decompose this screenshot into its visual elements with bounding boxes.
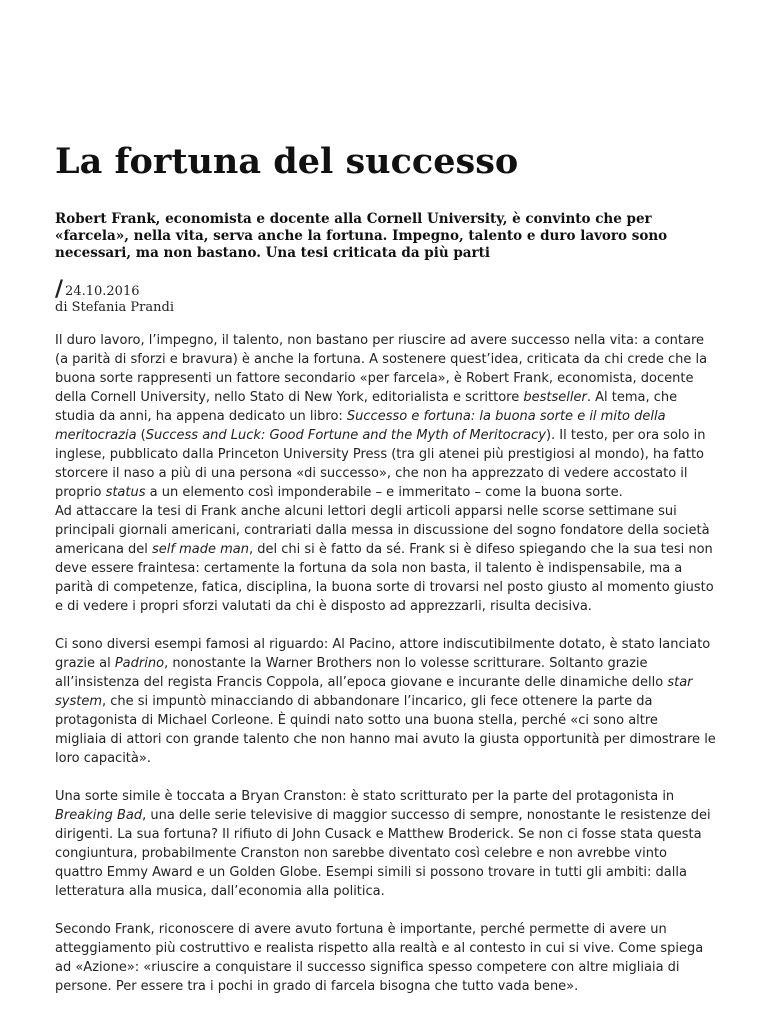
slash-separator: /	[55, 277, 64, 302]
italic-term: star	[667, 675, 693, 690]
text-run: , del chi si è fatto da sé. Frank si è difeso spiegando che la sua tesi non	[249, 542, 713, 557]
text-line: Il duro lavoro, l’impegno, il talento, non bastano per riuscire ad avere successo nella vita: a contare	[55, 333, 705, 348]
text-run: , che si impuntò minacciando di abbandonare l’incarico, gli fece ottenere la parte da	[102, 694, 653, 709]
text-line	[55, 673, 719, 692]
article-meta	[55, 277, 715, 316]
text-line	[55, 407, 719, 426]
text-run: all’insistenza del regista Francis Coppola, all’epoca giovane e incurante delle dinamiche dello	[55, 675, 668, 690]
text-line: persone. Per essere tra i pochi in grado di farcela bisogna che tutto vada bene».	[55, 979, 579, 994]
text-line: Ad attaccare la tesi di Frank anche alcuni lettori degli articoli apparsi nelle scorse settimane sui	[55, 504, 677, 519]
text-run: proprio	[55, 485, 106, 500]
paragraph-1	[55, 331, 719, 500]
text-run: studia da anni, ha appena dedicato un libro:	[55, 409, 347, 424]
text-line: dirigenti. La sua fortuna? Il rifiuto di John Cusack e Matthew Broderick. Se non ci fosse stata questa	[55, 827, 702, 842]
text-line	[55, 540, 719, 559]
text-line	[55, 654, 719, 673]
author-byline: di Stefania Prandi	[55, 300, 174, 315]
text-run: , nonostante la Warner Brothers non lo volesse scritturare. Soltanto grazie	[164, 656, 648, 671]
book-title-english: Success and Luck: Good Fortune and the Myth of Meritocracy	[145, 428, 546, 443]
text-line: quattro Emmy Award e un Golden Globe. Esempi simili si possono trovare in tutti gli ambiti: dalla	[55, 865, 687, 880]
text-line: deve essere fraintesa: certamente la fortuna da sola non basta, il talento è indispensabile, ma a	[55, 561, 683, 576]
text-line: Secondo Frank, riconoscere di avere avuto fortuna è importante, perché permette di avere un	[55, 922, 667, 937]
text-line: ad «Azione»: «riuscire a conquistare il successo significa spesso competere con altre migliaia di	[55, 960, 680, 975]
film-title: Padrino	[114, 656, 165, 671]
text-run: . Al tema, che	[586, 390, 678, 405]
text-run: grazie al	[55, 656, 115, 671]
series-title: Breaking Bad	[55, 808, 143, 823]
text-line: principali giornali americani, contrariati dalla messa in discussione del sogno fondatore della società	[55, 523, 710, 538]
text-run: (	[136, 428, 146, 443]
paragraph-4	[55, 787, 719, 901]
text-line: (a parità di sforzi e bravura) è anche la fortuna. A sostenere quest’idea, criticata da chi crede che la	[55, 352, 708, 367]
text-line	[55, 426, 719, 445]
text-line: protagonista di Michael Corleone. È quindi nato sotto una buona stella, perché «ci sono altre	[55, 713, 658, 728]
text-line: migliaia di attori con grande talento che non hanno mai avuto la giusta opportunità per dimostrare le	[55, 732, 716, 747]
article-title: La fortuna del successo	[55, 141, 519, 182]
text-line	[55, 692, 719, 711]
text-line: e di vedere i propri sforzi valutati da chi è disposto ad apprezzarli, risulta decisiva.	[55, 599, 592, 614]
text-line	[55, 388, 719, 407]
italic-term: system	[55, 694, 102, 709]
text-line: inglese, pubblicato dalla Princeton University Press (tra gli atenei più prestigiosi al mondo), ha fatto	[55, 447, 704, 462]
text-line: buona sorte rappresenti un fattore secondario «per farcela», è Robert Frank, economista, docente	[55, 371, 694, 386]
text-line	[55, 483, 719, 502]
italic-term: self made man	[152, 542, 250, 557]
text-line: letteratura alla musica, dall’economia alla politica.	[55, 884, 385, 899]
text-line: loro capacità».	[55, 751, 151, 766]
paragraph-5	[55, 920, 719, 996]
text-run: della Cornell University, nello Stato di New York, editorialista e scrittore	[55, 390, 524, 405]
text-line: Una sorte simile è toccata a Bryan Cranston: è stato scritturato per la parte del protagonista in	[55, 789, 675, 804]
text-run: a un elemento così imponderabile – e immeritato – come la buona sorte.	[145, 485, 623, 500]
text-line: parità di competenze, fatica, disciplina, la buona sorte di trovarsi nel posto giusto al momento giusto	[55, 580, 714, 595]
text-line: atteggiamento più costruttivo e realista rispetto alla realtà e al contesto in cui si vive. Come spiega	[55, 941, 704, 956]
book-title-italian-end: meritocrazia	[55, 428, 137, 443]
paragraph-3	[55, 635, 719, 768]
paragraph-2	[55, 502, 719, 616]
text-line	[55, 806, 719, 825]
italic-term: status	[105, 485, 146, 500]
publication-date: 24.10.2016	[65, 284, 140, 299]
text-line: Ci sono diversi esempi famosi al riguardo: Al Pacino, attore indiscutibilmente dotato, è stato lanciato	[55, 637, 711, 652]
text-run: ). Il testo, per ora solo in	[545, 428, 706, 443]
article-subtitle: Robert Frank, economista e docente alla Cornell University, è convinto che per «farcela», nella vita, serva anche la fortuna. Impegno, talento e duro lavoro sono necessari, ma non bastano. Una tesi criticata da più parti	[55, 211, 668, 261]
article-body	[55, 331, 719, 1015]
text-line: congiuntura, probabilmente Cranston non sarebbe diventato così celebre e non avrebbe vinto	[55, 846, 667, 861]
text-run: , una delle serie televisive di maggior successo di sempre, nonostante le resistenze dei	[142, 808, 711, 823]
text-run: americana del	[55, 542, 153, 557]
book-title-italian: Successo e fortuna: la buona sorte e il mito della	[346, 409, 666, 424]
date-line	[55, 277, 715, 302]
italic-term: bestseller	[523, 390, 587, 405]
text-line: storcere il naso a più di una persona «di successo», che non ha apprezzato di vedere accostato il	[55, 466, 688, 481]
